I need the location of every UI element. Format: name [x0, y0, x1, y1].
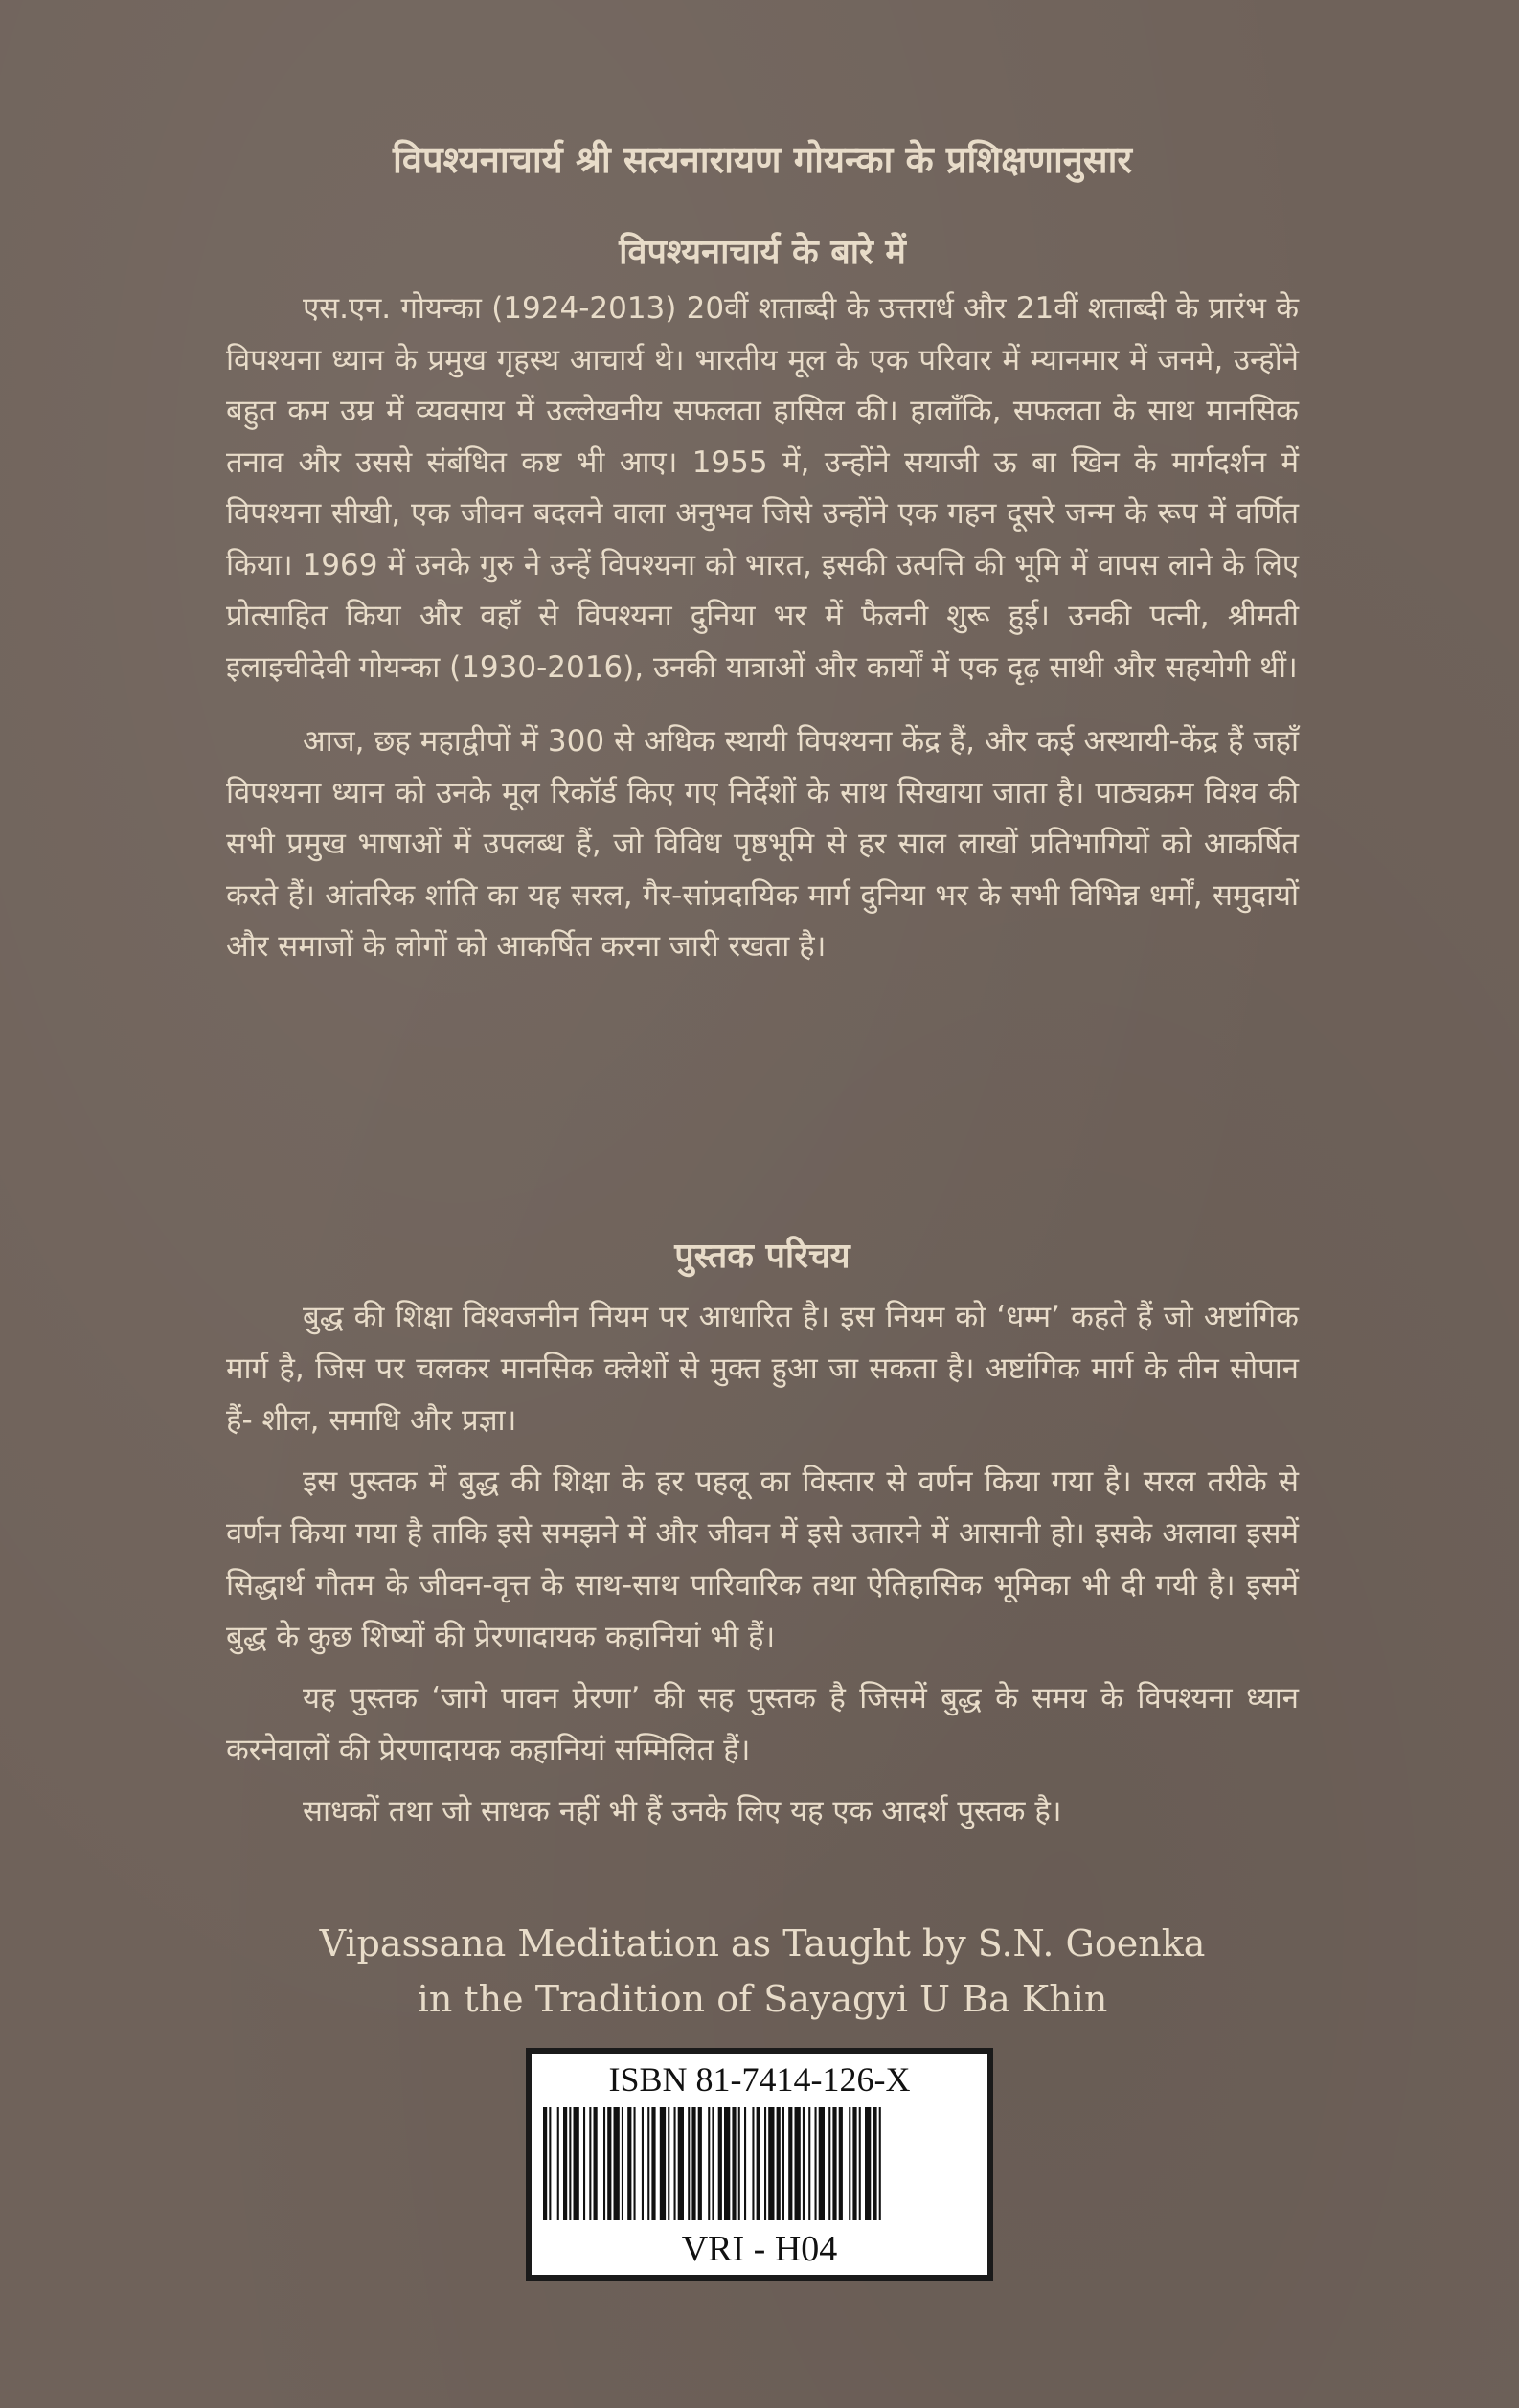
- barcode-bar: [674, 2107, 676, 2220]
- barcode-bar: [574, 2107, 579, 2220]
- english-subtitle: [226, 1916, 1299, 2027]
- barcode-bar: [815, 2107, 817, 2220]
- barcode-bar: [557, 2107, 559, 2220]
- barcode-bar: [873, 2107, 876, 2220]
- barcode-bar: [678, 2107, 684, 2220]
- book-paragraph-1: बुद्ध की शिक्षा विश्वजनीन नियम पर आधारित है। इस नियम को ‘धम्म’ कहते हैं जो अष्टांगिक मार्ग है, जिस पर चलकर मानसिक क्लेशों से मुक्त हुआ जा सकता है। अष्टांगिक मार्ग के तीन सोपान हैं- शील, समाधि और प्रज्ञा।: [226, 1300, 1299, 1438]
- barcode-bar: [803, 2107, 805, 2220]
- barcode-bar: [768, 2107, 774, 2220]
- barcode-bar: [627, 2107, 631, 2220]
- barcode-bar: [828, 2107, 830, 2220]
- book-intro-heading: पुस्तक परिचय: [674, 1237, 850, 1276]
- barcode-bar: [583, 2107, 585, 2220]
- barcode-bar: [832, 2107, 836, 2220]
- barcode-bar: [688, 2107, 690, 2220]
- barcode-bar: [782, 2107, 784, 2220]
- barcode-bar: [849, 2107, 850, 2220]
- barcode-bar: [808, 2107, 810, 2220]
- barcode-bar: [569, 2107, 571, 2220]
- book-paragraph-4: साधकों तथा जो साधक नहीं भी हैं उनके लिए यह एक आदर्श पुस्तक है।: [303, 1794, 1062, 1829]
- barcode-bar: [718, 2107, 722, 2220]
- barcode-bar: [708, 2107, 710, 2220]
- barcode-bar: [607, 2107, 611, 2220]
- barcode-bar: [738, 2107, 740, 2220]
- barcode-bar: [614, 2107, 620, 2220]
- barcode-bar: [668, 2107, 669, 2220]
- book-paragraph-3: यह पुस्तक ‘जागे पावन प्रेरणा’ की सह पुस्तक है जिसमें बुद्ध के समय के विपश्यना ध्यान करनेवालों की प्रेरणादायक कहानियां सम्मिलित हैं।: [226, 1681, 1299, 1767]
- barcode-bar: [589, 2107, 591, 2220]
- english-line-1: Vipassana Meditation as Taught by S.N. Goenka: [319, 1922, 1206, 1965]
- about-paragraph-1: एस.एन. गोयन्का (1924-2013) 20वीं शताब्दी के उत्तरार्ध और 21वीं शताब्दी के प्रारंभ के विपश्यना ध्यान के प्रमुख गृहस्थ आचार्य थे। भारतीय मूल के एक परिवार में म्यानमार में जनमे, उन्होंने बहुत कम उम्र में व्यवसाय में उल्लेखनीय सफलता हासिल की। हालाँकि, सफलता के साथ मानसिक तनाव और उससे संबंधित कष्ट भी आए। 1955 में, उन्होंने सयाजी ऊ बा खिन के मार्गदर्शन में विपश्यना सीखी, एक जीवन बदलने वाला अनुभव जिसे उन्होंने एक गहन दूसरे जन्म के रूप में वर्णित किया। 1969 में उनके गुरु ने उन्हें विपश्यना को भारत, इसकी उत्पत्ति की भूमि में वापस लाने के लिए प्रोत्साहित किया और वहाँ से विपश्यना दुनिया भर में फैलनी शुरू हुई। उनकी पत्नी, श्रीमती इलाइचीदेवी गोयन्का (1930-2016), उनकी यात्राओं और कार्यों में एक दृढ़ साथी और सहयोगी थीं।: [226, 291, 1299, 685]
- barcode-bar: [660, 2107, 666, 2220]
- barcode-bar: [651, 2107, 655, 2220]
- barcode-bar: [865, 2107, 871, 2220]
- barcode-bar: [839, 2107, 843, 2220]
- isbn-number: ISBN 81-7414-126-X: [608, 2060, 911, 2099]
- barcode-bar: [691, 2107, 695, 2220]
- book-paragraph-2: इस पुस्तक में बुद्ध की शिक्षा के हर पहलू का विस्तार से वर्णन किया गया है। सरल तरीके से वर्णन किया गया है ताकि इसे समझने में और जीवन में इसे उतारने में आसानी हो। इसके अलावा इसमें सिद्धार्थ गौतम के जीवन-वृत्त के साथ-साथ पारिवारिक तथा ऐतिहासिक भूमिका भी दी गयी है। इसमें बुद्ध के कुछ शिष्यों की प्रेरणादायक कहानियां भी हैं।: [226, 1465, 1299, 1654]
- barcode-bar: [549, 2107, 551, 2220]
- barcode-bar: [732, 2107, 736, 2220]
- barcode-bar: [879, 2107, 881, 2220]
- barcode-bar: [795, 2107, 801, 2220]
- barcode-bar: [712, 2107, 714, 2220]
- catalog-code: VRI - H04: [681, 2229, 838, 2269]
- barcode-bar: [698, 2107, 702, 2220]
- about-paragraph-2: आज, छह महाद्वीपों में 300 से अधिक स्थायी विपश्यना केंद्र हैं, और कई अस्थायी-केंद्र हैं जहाँ विपश्यना ध्यान को उनके मूल रिकॉर्ड किए गए निर्देशों के साथ सिखाया जाता है। पाठ्यक्रम विश्व की सभी प्रमुख भाषाओं में उपलब्ध हैं, जो विविध पृष्ठभूमि से हर साल लाखों प्रतिभागियों को आकर्षित करते हैं। आंतरिक शांति का यह सरल, गैर-सांप्रदायिक मार्ग दुनिया भर के सभी विभिन्न धर्मों, समुदायों और समाजों के लोगों को आकर्षित करना जारी रखता है।: [226, 724, 1299, 964]
- english-line-2: in the Tradition of Sayagyi U Ba Khin: [417, 1978, 1108, 2020]
- about-heading: विपश्यनाचार्य के बारे में: [619, 233, 906, 272]
- barcode-bar: [752, 2107, 754, 2220]
- barcode-bar: [852, 2107, 856, 2220]
- barcode-bar: [757, 2107, 760, 2220]
- barcode-bar: [724, 2107, 730, 2220]
- barcode-bar: [563, 2107, 567, 2220]
- barcode-bar: [543, 2107, 547, 2220]
- barcode-bar: [788, 2107, 792, 2220]
- barcode-bar: [744, 2107, 746, 2220]
- barcode-bar: [764, 2107, 766, 2220]
- barcode-label: [526, 2048, 993, 2281]
- book-intro-section: [226, 1291, 1299, 1847]
- barcode-bar: [634, 2107, 636, 2220]
- barcode-bar: [647, 2107, 649, 2220]
- barcode-bar: [603, 2107, 605, 2220]
- barcode-bar: [819, 2107, 825, 2220]
- barcode-bar: [622, 2107, 623, 2220]
- barcode-bar: [594, 2107, 598, 2220]
- about-section: [226, 284, 1299, 996]
- cover-tagline: विपश्यनाचार्य श्री सत्यनारायण गोयन्का के प्रशिक्षणानुसार: [393, 139, 1132, 181]
- barcode-bar: [859, 2107, 861, 2220]
- barcode-bar: [642, 2107, 644, 2220]
- barcode-icon: [543, 2107, 976, 2220]
- barcode-bar: [777, 2107, 781, 2220]
